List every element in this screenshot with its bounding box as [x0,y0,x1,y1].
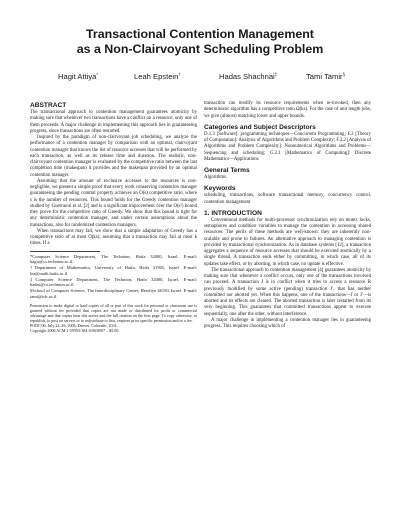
permission-notice [30,303,197,334]
paper-title-line-2: as a Non-Clairvoyant Scheduling Problem [76,42,324,56]
introduction-paragraph-1: Conventional methods for multi-processor synchronization rely on mutex locks, semaphores and condition variables to manage the contention in accessing shared resources. The perils of these methods are well-known: they are inherently non-scalable and prone to failures. An alternative approach to managing contention is provided by transactional synchronization. As in database systems [12], a transaction aggregates a sequence of resource accesses that should be executed atomically by a single thread. A transaction ends either by committing, in which case, all of its updates take effect, or by aborting, in which case, no update is effective. [204,217,371,267]
author-list [0,72,400,86]
general-terms-text: Algorithms. [204,175,228,180]
introduction-paragraph-3: A major challenge in implementing a contention manager lies in guaranteeing progress. This requires choosing which of [204,317,371,329]
author-4 [306,72,345,81]
author-2 [134,72,181,81]
footnote-2: †Department of Mathematics, University of Haifa, Haifa 31905, Israel. E-mail: lea@math.haifa.ac.il. [30,265,197,276]
author-2-name: Leah Epstein [134,72,179,81]
categories-heading: Categories and Subject Descriptors [204,123,316,131]
paper-title-line-1: Transactional Contention Management [86,27,314,41]
footnote-3: ‡Computer Science Department, The Technion, Haifa 32000, Israel. E-mail: hadas@cs.technion.ac.il. [30,276,197,288]
permission-text: Permission to make digital or hard copies of all or part of this work for personal or classroom use is granted without fee provided that copies are not made or distributed for profit or commercial advantage and that copies bear this notice and the full citation on the first page. To copy otherwise, to republish, to post on servers or to redistribute to lists, requires prior specific permission and/or a fee. [30,302,197,324]
left-column [30,102,197,333]
abstract-heading: ABSTRACT [30,102,67,109]
abstract-paragraph-4: When transactions may fail, we show that a simple adaptation of Greedy has a competitive ratio of at most O(ks), assuming that a transaction may fail at most k times. If a [30,228,197,247]
author-3 [219,72,277,81]
introduction-heading: 1. INTRODUCTION [204,209,262,217]
author-4-mark: § [342,72,345,77]
author-1-mark: * [96,72,99,77]
footnote-1: *Computer Science Department, The Technion, Haifa 32000, Israel. E-mail: hagit@cs.technion.ac.il. [30,253,197,265]
footnote-rule [30,251,100,252]
author-2-mark: † [178,72,181,77]
author-3-mark: ‡ [274,72,278,77]
abstract-paragraph-1: The transactional approach to contention management guarantees atomicity by making sure that whenever two transactions have a conflict on a resource, only one of them proceeds. A major challenge in implementing this approach lies in guaranteeing progress, since transactions are often restarted. [30,110,197,134]
right-column [204,101,371,330]
author-1-name: Hagit Attiya [58,72,97,81]
general-terms-heading: General Terms [204,167,250,174]
author-1 [58,72,98,81]
abstract-continuation: transaction can modify its resource requirements when re-invoked, then any deterministic algorithm has a competitive ratio Ω(ks). For the case of unit length jobs, we give (almost) matching lower and upper bounds. [204,101,371,119]
abstract-paragraph-2: Inspired by the paradigm of non-clairvoyant job scheduling, we analyze the performance of a contention manager by comparison with an optimal, clairvoyant contention manager that knows the list of resource accesses that will be performed by each transaction, as well as its release time and duration. The realistic, non-clairvoyant contention manager is evaluated by the competitive ratio between the last completion time (makespan) it provides and the makespan provided by an optimal contention manager. [30,135,197,178]
footnote-4: §School of Computer Science, The Interdisciplinary Center, Herzliya 46150, Israel. E-mail: tami@idc.ac.il. [30,288,197,300]
categories-text: D.1.3 [Software]: programming techniques—Concurrent Programming; F.2 [Theory of Computation]: Analysis of Algorithms and Problem Complexity; F.2.2 [Analysis of Algorithms and Problem Complexity]: Nonnumerical Algorithms and Problems—Sequencing and scheduling; G.2.1 [Mathematics of Computing]: Discrete Mathematics—Applications [204,131,371,162]
copyright-line: Copyright 2006 ACM 1-59593-384-0/06/0007 ...$5.00. [30,328,120,334]
author-4-name: Tami Tamir [306,72,343,81]
introduction-paragraph-2: The transactional approach to contention management [4] guarantees atomicity by making sure that whenever a conflict occurs, only one of the transactions involved can proceed. A transaction J is in conflict when it tries to access a resource R previously modified by some active (pending) transaction J′, that has neither committed nor aborted yet. When this happens, one of the transactions—J or J′—is aborted and its effects are cleared. The aborted transaction is later restarted from its very beginning. This guarantees that committed transactions appear to execute sequentially, one after the other, without interference. [204,267,371,317]
abstract-paragraph-3: Assuming that the amount of exclusive accesses to the resources is non-negligible, we present a simple proof that every work conserving contention manager guaranteeing the pending commit property achieves an O(s) competitive ratio, where s is the number of resources. This bound holds for the Greedy contention manager studied by Guerraoui et al. [2] and is a significant improvement over the O(s²) bound they prove for the competitive ratio of Greedy. We show that this bound is tight for any deterministic contention manager, and under certain assumptions about the transactions, also for randomized contention managers. [30,178,197,228]
venue-line: PODC'06, July 22–26, 2006, Denver, Colorado, USA. [30,323,118,329]
keywords-text: scheduling, transactions, software transactional memory, concurrency control, contention management [204,193,371,205]
author-3-name: Hadas Shachnai [219,72,275,81]
keywords-heading: Keywords [204,185,236,193]
